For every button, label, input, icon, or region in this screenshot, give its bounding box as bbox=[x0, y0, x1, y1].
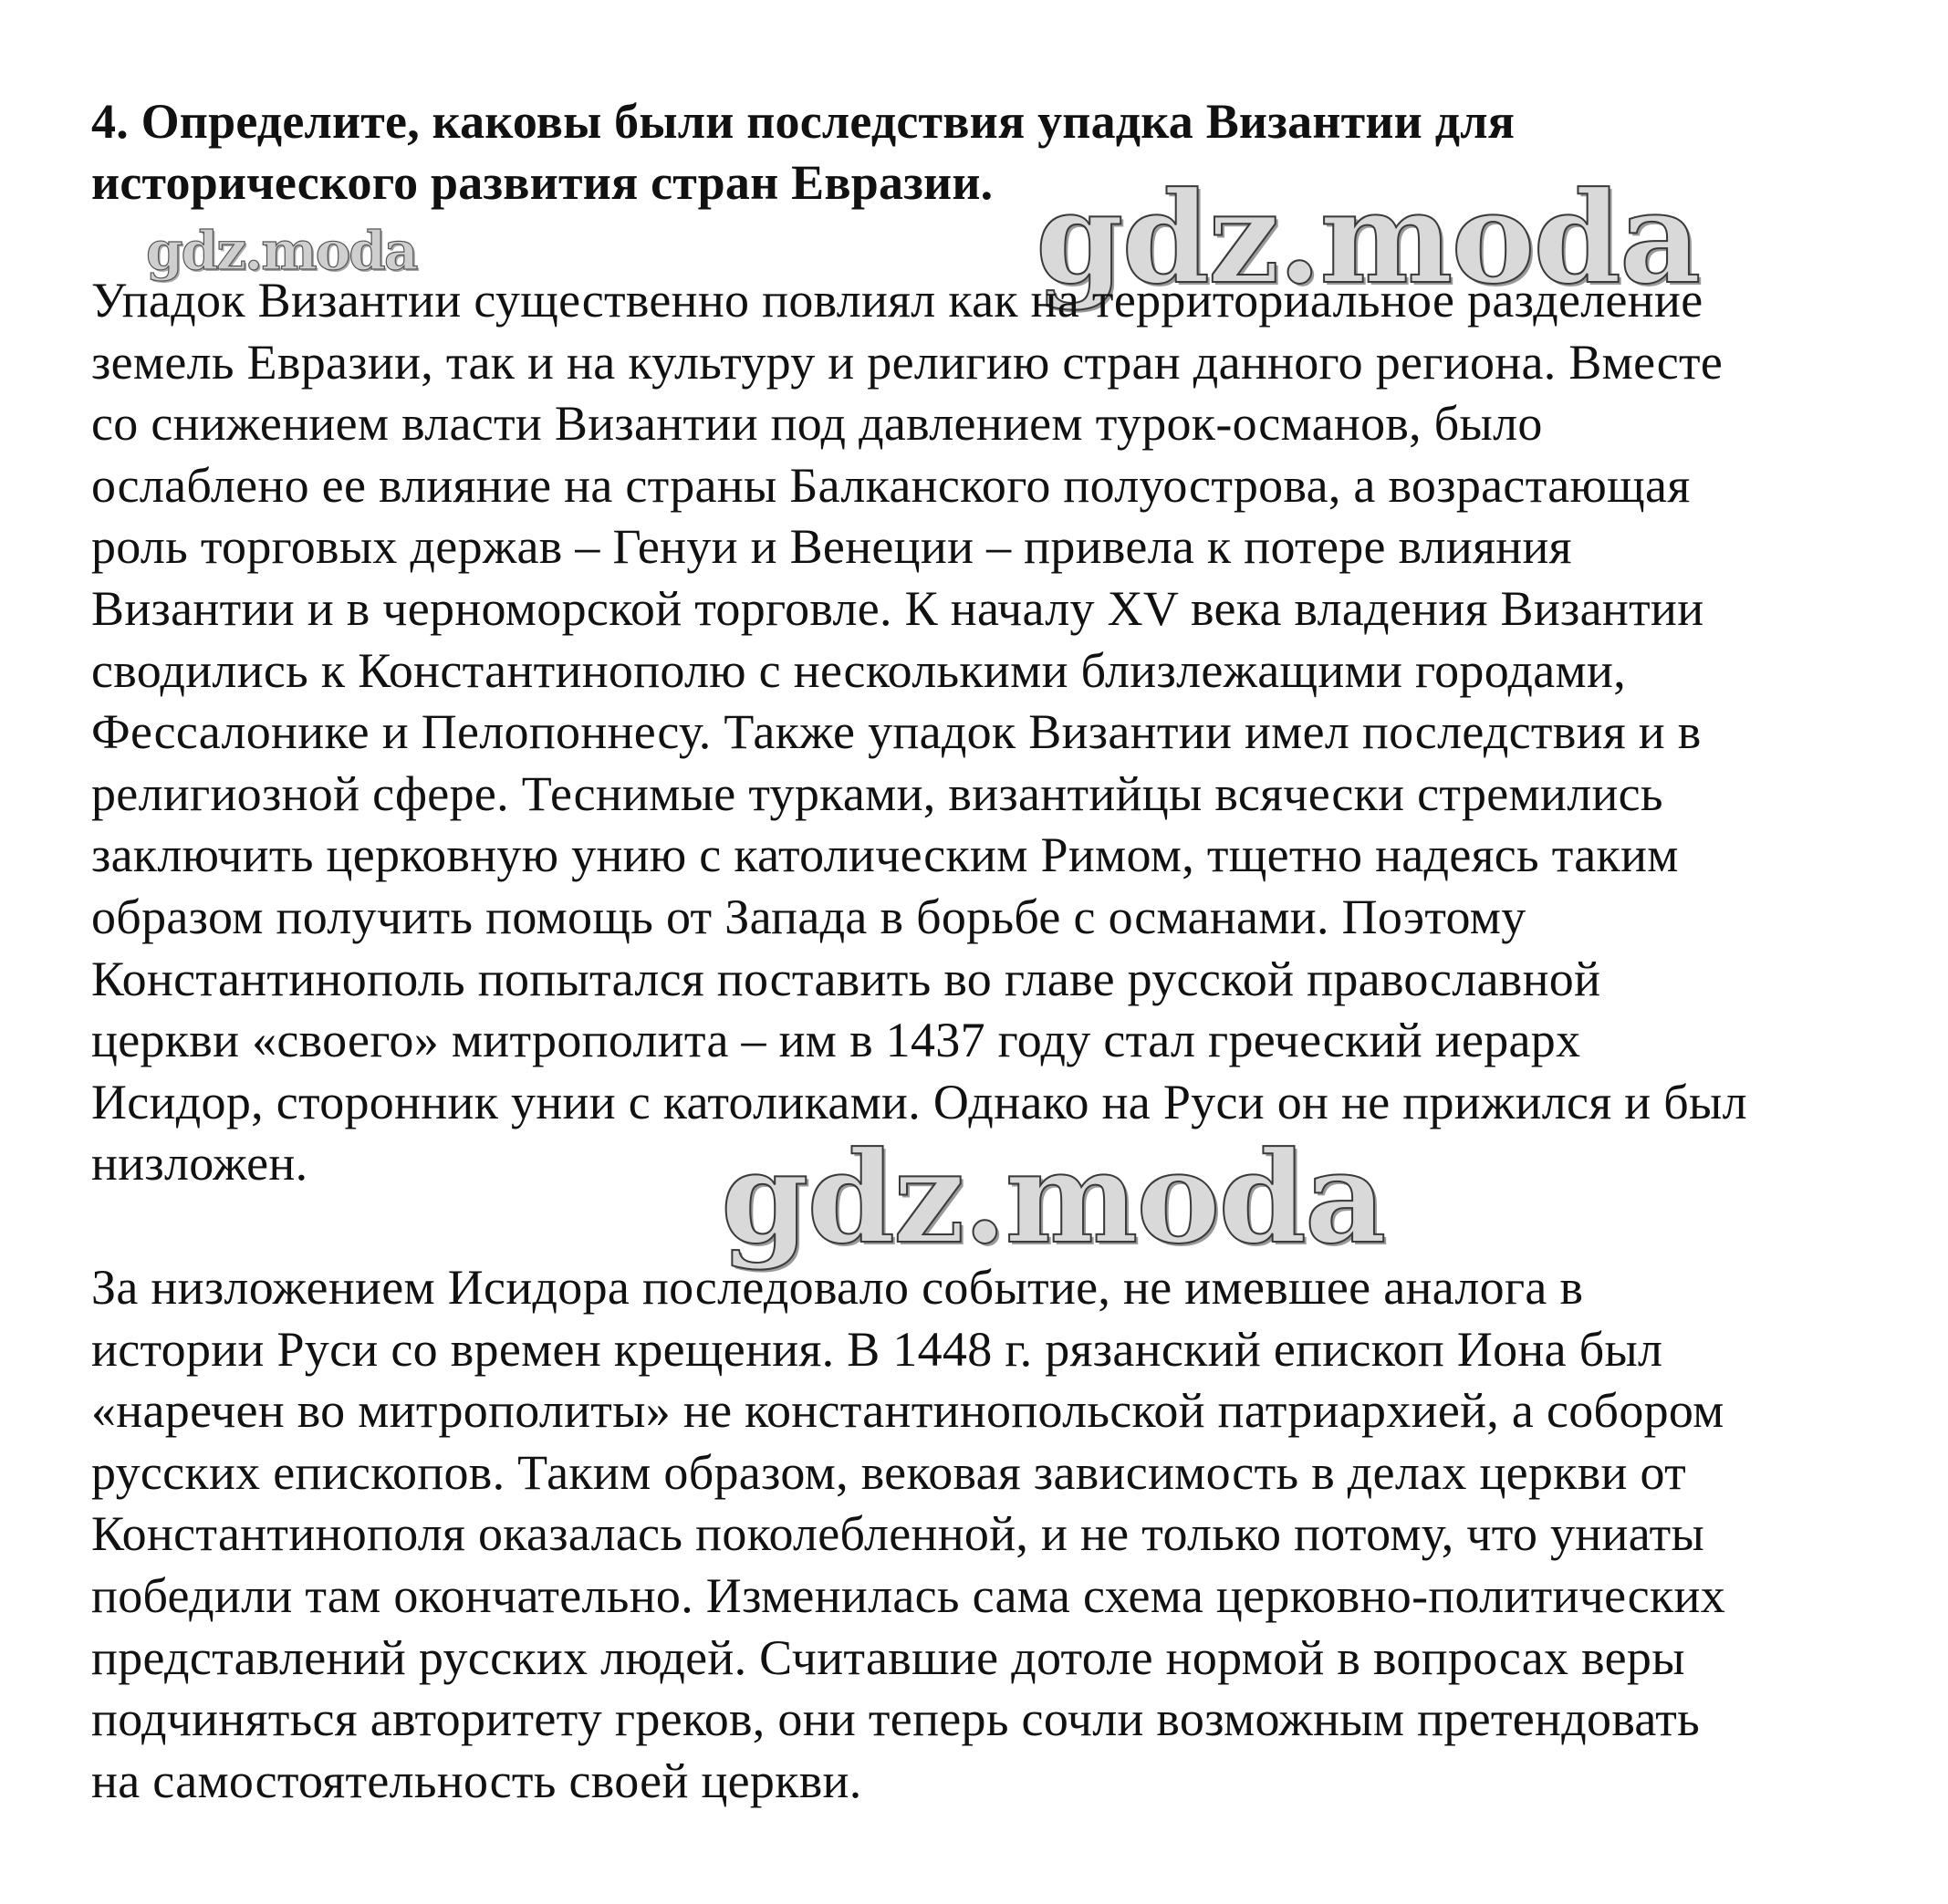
paragraph-line: истории Руси со времен крещения. В 1448 г. рязанский епископ Иона был bbox=[91, 1321, 1663, 1377]
paragraph-line: заключить церковную унию с католическим Римом, тщетно надеясь таким bbox=[91, 827, 1679, 883]
watermark-logo: gdz.moda bbox=[721, 1123, 1385, 1272]
paragraph-line: сводились к Константинополю с несколькими близлежащими городами, bbox=[91, 642, 1626, 698]
paragraph-line: подчиняться авторитету греков, они теперь сочли возможным претендовать bbox=[91, 1691, 1701, 1747]
paragraph-line: на самостоятельность своей церкви. bbox=[91, 1753, 862, 1808]
paragraph-line: низложен. bbox=[91, 1136, 308, 1191]
paragraph-line: религиозной сфере. Теснимые турками, византийцы всячески стремились bbox=[91, 765, 1663, 821]
paragraph-line: Константинополя оказалась поколебленной, и не только потому, что униаты bbox=[91, 1506, 1705, 1562]
paragraph-line: роль торговых держав – Генуи и Венеции – привела к потере влияния bbox=[91, 519, 1572, 575]
answer-paragraph-1 bbox=[91, 270, 1747, 1195]
paragraph-line: Константинополь попытался поставить во главе русской православной bbox=[91, 951, 1601, 1006]
paragraph-line: Фессалонике и Пелопоннесу. Также упадок Византии имел последствия и в bbox=[91, 704, 1702, 760]
question-line: 4. Определите, каковы были последствия упадка Византии для bbox=[91, 94, 1516, 149]
paragraph-line: русских епископов. Таким образом, вековая зависимость в делах церкви от bbox=[91, 1444, 1687, 1500]
watermark-logo: gdz.moda bbox=[1036, 163, 1700, 312]
paragraph-line: Исидор, сторонник унии с католиками. Однако на Руси он не прижился и был bbox=[91, 1074, 1747, 1129]
paragraph-line: земель Евразии, так и на культуру и религию стран данного региона. Вместе bbox=[91, 334, 1724, 390]
paragraph-line: Византии и в черноморской торговле. К началу XV века владения Византии bbox=[91, 580, 1704, 636]
paragraph-line: со снижением власти Византии под давлением турок-османов, было bbox=[91, 396, 1543, 452]
paragraph-line: Упадок Византии существенно повлиял как на территориальное разделение bbox=[91, 273, 1703, 328]
watermark-logo: gdz.moda bbox=[146, 220, 417, 282]
paragraph-line: «наречен во митрополиты» не константинопольской патриархией, а собором bbox=[91, 1383, 1724, 1439]
paragraph-line: ослаблено ее влияние на страны Балканского полуострова, а возрастающая bbox=[91, 457, 1691, 513]
paragraph-line: церкви «своего» митрополита – им в 1437 году стал греческий иерарх bbox=[91, 1013, 1581, 1068]
paragraph-line: За низложением Исидора последовало событие, не имевшее аналога в bbox=[91, 1260, 1584, 1315]
question-line: исторического развития стран Евразии. bbox=[91, 155, 994, 210]
paragraph-line: победили там окончательно. Изменилась сама схема церковно-политических bbox=[91, 1567, 1726, 1623]
answer-paragraph-2 bbox=[91, 1257, 1725, 1812]
paragraph-line: представлений русских людей. Считавшие дотоле нормой в вопросах веры bbox=[91, 1629, 1685, 1685]
paragraph-line: образом получить помощь от Запада в борьбе с османами. Поэтому bbox=[91, 889, 1526, 944]
